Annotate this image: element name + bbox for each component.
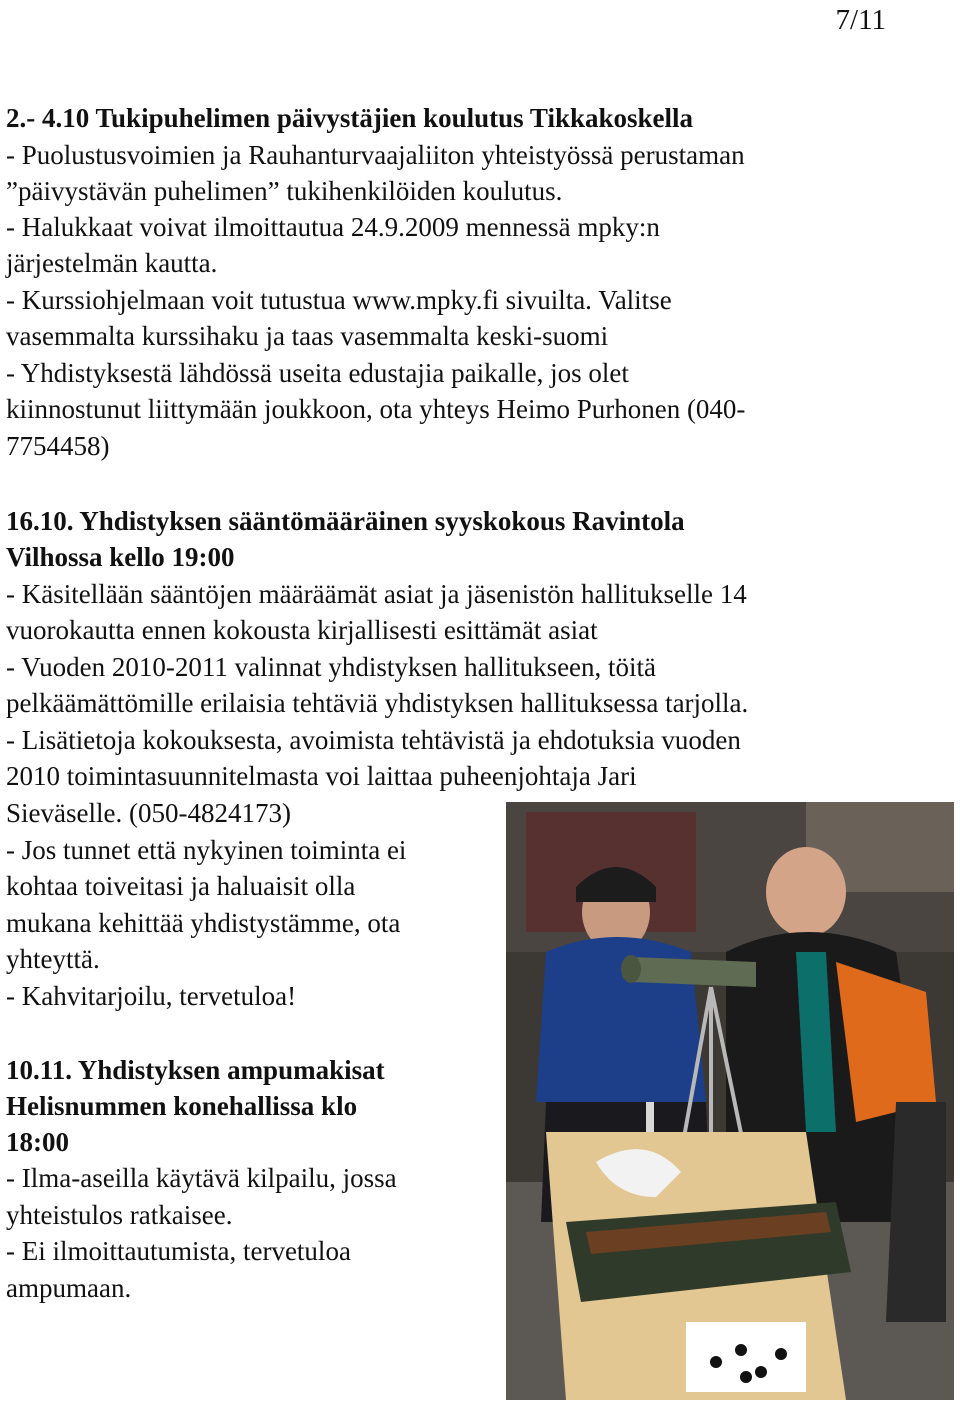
text-line: - Kahvitarjoilu, tervetuloa!: [6, 981, 297, 1011]
section-heading-syyskokous-line2: Vilhossa kello 19:00: [6, 542, 235, 572]
text-line: - Käsitellään sääntöjen määräämät asiat ja jäsenistön hallitukselle 14: [6, 579, 747, 609]
text-line: yhteyttä.: [6, 944, 100, 974]
text-line: - Yhdistyksestä lähdössä useita edustajia paikalle, jos olet: [6, 358, 629, 388]
page-number: 7/11: [835, 4, 886, 36]
text-line: mukana kehittää yhdistystämme, ota: [6, 908, 401, 938]
text-line: kiinnostunut liittymään joukkoon, ota yhteys Heimo Purhonen (040-: [6, 394, 746, 424]
section-heading-tukipuhelin: 2.- 4.10 Tukipuhelimen päivystäjien koulutus Tikkakoskella: [6, 103, 694, 133]
section-heading-syyskokous: 16.10. Yhdistyksen sääntömääräinen syyskokous Ravintola: [6, 506, 685, 536]
text-line: 2010 toimintasuunnitelmasta voi laittaa puheenjohtaja Jari: [6, 761, 637, 791]
text-line: yhteistulos ratkaisee.: [6, 1200, 233, 1230]
text-line: pelkäämättömille erilaisia tehtäviä yhdistyksen hallituksessa tarjolla.: [6, 688, 749, 718]
text-line: ”päivystävän puhelimen” tukihenkilöiden koulutus.: [6, 176, 563, 206]
text-line: - Ei ilmoittautumista, tervetuloa: [6, 1236, 351, 1266]
text-line: - Halukkaat voivat ilmoittautua 24.9.2009 mennessä mpky:n: [6, 212, 660, 242]
text-line: ampumaan.: [6, 1273, 132, 1303]
text-line: - Jos tunnet että nykyinen toiminta ei: [6, 835, 407, 865]
text-line: 7754458): [6, 431, 110, 461]
section-heading-ampumakisat-line3: 18:00: [6, 1127, 69, 1157]
section-heading-ampumakisat-line2: Helisnummen konehallissa klo: [6, 1091, 358, 1121]
text-line: - Ilma-aseilla käytävä kilpailu, jossa: [6, 1163, 397, 1193]
text-line: Sieväselle. (050-4824173): [6, 798, 291, 828]
section-heading-ampumakisat: 10.11. Yhdistyksen ampumakisat: [6, 1055, 385, 1085]
text-line: - Puolustusvoimien ja Rauhanturvaajaliiton yhteistyössä perustaman: [6, 140, 745, 170]
text-line: kohtaa toiveitasi ja haluaisit olla: [6, 871, 356, 901]
text-line: vasemmalta kurssihaku ja taas vasemmalta keski-suomi: [6, 321, 609, 351]
text-line: - Lisätietoja kokouksesta, avoimista tehtävistä ja ehdotuksia vuoden: [6, 725, 741, 755]
text-line: - Vuoden 2010-2011 valinnat yhdistyksen hallitukseen, töitä: [6, 652, 657, 682]
text-line: vuorokautta ennen kokousta kirjallisesti esittämät asiat: [6, 615, 598, 645]
shooting-event-photo: [506, 802, 954, 1400]
text-line: järjestelmän kautta.: [6, 248, 218, 278]
photo-illustration: [506, 802, 954, 1400]
text-line: - Kurssiohjelmaan voit tutustua www.mpky.fi sivuilta. Valitse: [6, 285, 672, 315]
